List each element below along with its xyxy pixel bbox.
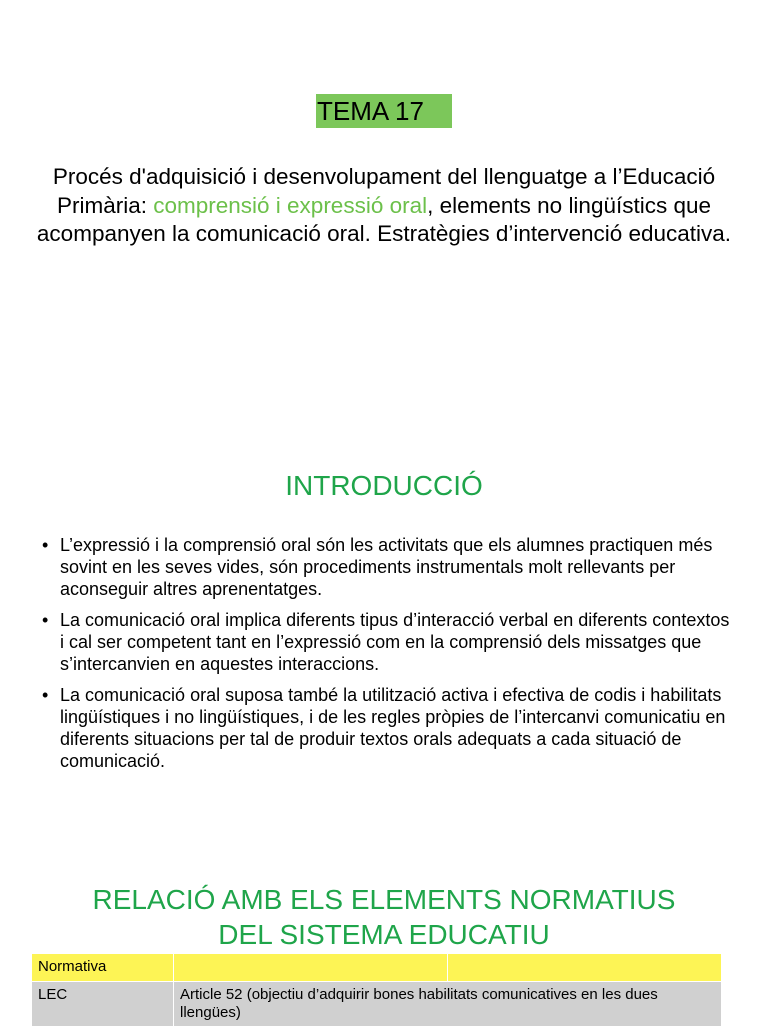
introduction-bullet-list	[40, 534, 730, 781]
bullet-text: La comunicació oral suposa també la utilització activa i efectiva de codis i habilitats lingüístiques i no lingüístiques, i de les regles pròpies de l’intercanvi comunicatiu en diferents situacions per tal de produir textos orals adequats a cada situació de comunicació.	[60, 685, 726, 771]
table-cell-normativa: LEC	[32, 982, 174, 1027]
bullet-text: L’expressió i la comprensió oral són les activitats que els alumnes practiquen més sovint en les seves vides, són procediments instrumentals molt rellevants per aconseguir altres aprenentatges.	[60, 535, 713, 599]
bullet-text: La comunicació oral implica diferents tipus d’interacció verbal en diferents contextos i cal ser competent tant en l’expressió com en la comprensió dels missatges que s’intercanvien en aquestes interaccions.	[60, 610, 730, 674]
table-row	[32, 982, 722, 1027]
list-item	[40, 684, 730, 772]
bullet-icon: •	[42, 610, 49, 630]
topic-title-part1: Procés d'adquisició i desenvolupament del llenguatge a l’Educació Primària:	[52, 164, 716, 218]
normative-heading-line1: RELACIÓ AMB ELS ELEMENTS NORMATIUS	[92, 884, 676, 915]
list-item	[40, 609, 730, 675]
tema-badge: TEMA 17	[316, 94, 452, 128]
normative-heading-line2: DEL SISTEMA EDUCATIU	[218, 919, 550, 950]
table-header-row	[32, 954, 722, 982]
table-header-cell	[174, 954, 448, 982]
topic-title	[30, 163, 738, 249]
normative-elements-heading	[0, 882, 768, 952]
table-header-cell: Normativa	[32, 954, 174, 982]
table-cell-description: Article 52 (objectiu d’adquirir bones habilitats comunicatives en les dues llengües)	[174, 982, 722, 1027]
normative-table	[31, 953, 722, 1027]
introduction-heading: INTRODUCCIÓ	[285, 470, 483, 501]
list-item	[40, 534, 730, 600]
bullet-icon: •	[42, 685, 49, 705]
table-header-cell	[448, 954, 722, 982]
topic-title-part2: , elements no lingüístics que acompanyen la comunicació oral. Estratègies d’intervenció educativa.	[36, 192, 732, 246]
bullet-icon: •	[42, 535, 49, 555]
topic-title-highlight: comprensió i expressió oral	[153, 192, 428, 218]
